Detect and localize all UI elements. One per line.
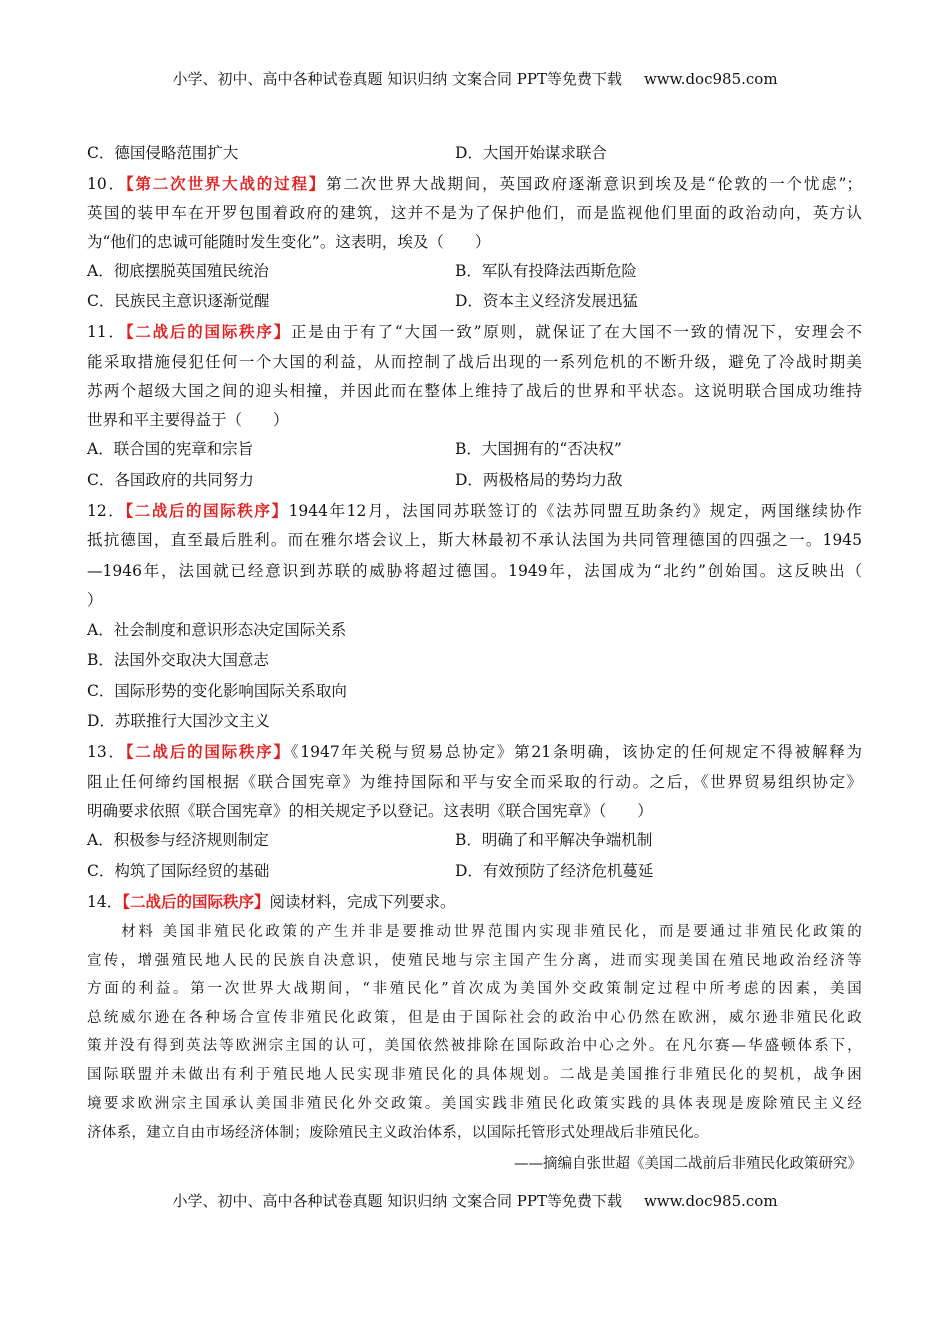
q12-stem-line: 抵抗德国，直至最后胜利。而在雅尔塔会议上，斯大林最初不承认法国为共同管理德国的四强之一。1945	[87, 531, 862, 549]
q11-stem-line: 能采取措施侵犯任何一个大国的利益，从而控制了战后出现的一系列危机的不断升级，避免了冷战时期美	[87, 353, 862, 371]
material-line: 济体系，建立自由市场经济体制；废除殖民主义政治体系，以国际托管形式处理战后非殖民化。	[87, 1125, 709, 1141]
q13-stem-line: 明确要求依照《联合国宪章》的相关规定予以登记。这表明《联合国宪章》（ ）	[87, 802, 653, 820]
q13-stem-line	[87, 742, 862, 762]
q14-text: 阅读材料，完成下列要求。	[269, 893, 456, 911]
q11-topic-tag: 【二战后的国际秩序】	[125, 322, 291, 341]
q12-number: 12．	[87, 502, 126, 520]
page-header	[0, 68, 950, 89]
material-citation: ——摘编自张世超《美国二战前后非殖民化政策研究》	[514, 1156, 862, 1172]
q12-stem-line: ）	[87, 591, 103, 609]
footer-site: www.doc985.com	[643, 1192, 778, 1210]
material-line: 方面的利益。第一次世界大战期间，“非殖民化”首次成为美国外交政策制定过程中所考虑的因素，美国	[87, 981, 862, 997]
q11-option-a: A．联合国的宪章和宗旨	[87, 440, 254, 458]
q11-number: 11．	[87, 323, 126, 341]
q13-number: 13．	[87, 743, 126, 761]
q13-option-b: B．明确了和平解决争端机制	[455, 831, 653, 849]
page-footer	[0, 1190, 950, 1211]
q13-topic-tag: 【二战后的国际秩序】	[125, 742, 291, 761]
q11-stem-line: 世界和平主要得益于（ ）	[87, 411, 289, 429]
q10-option-c: C．民族民主意识逐渐觉醒	[87, 292, 270, 310]
q12-option-a: A．社会制度和意识形态决定国际关系	[87, 621, 347, 639]
q11-stem-line	[87, 322, 862, 342]
q13-text: 《1947年关税与贸易总协定》第21条明确，该协定的任何规定不得被解释为	[290, 743, 862, 761]
q10-text: 第二次世界大战期间，英国政府逐渐意识到埃及是“伦敦的一个忧虑”；	[326, 175, 862, 193]
q11-option-d: D．两极格局的势均力敌	[455, 471, 623, 489]
q13-option-a: A．积极参与经济规则制定	[87, 831, 269, 849]
q10-topic-tag: 【第二次世界大战的过程】	[125, 174, 327, 193]
material-line: 总统威尔逊在各种场合宣传非殖民化政策，但是由于国际社会的政治中心仍然在欧洲，威尔逊非殖民化政	[87, 1010, 862, 1026]
q13-option-c: C．构筑了国际经贸的基础	[87, 862, 270, 880]
q14-topic-tag: 【二战后的国际秩序】	[122, 892, 270, 911]
q10-option-b: B．军队有投降法西斯危险	[455, 262, 637, 280]
q11-stem-line: 苏两个超级大国之间的迎头相撞，并因此而在整体上维持了战后的世界和平状态。这说明联合国成功维持	[87, 382, 862, 400]
q9-option-d: D．大国开始谋求联合	[455, 144, 607, 162]
q12-stem-line	[87, 501, 862, 521]
q9-option-c: C．德国侵略范围扩大	[87, 144, 239, 162]
q13-option-d: D．有效预防了经济危机蔓延	[455, 862, 654, 880]
q14-number: 14．	[87, 893, 123, 911]
q10-stem-line	[87, 174, 862, 194]
q12-option-c: C．国际形势的变化影响国际关系取向	[87, 682, 347, 700]
q12-text: 1944年12月，法国同苏联签订的《法苏同盟互助条约》规定，两国继续协作	[288, 502, 862, 520]
q10-stem-line: 为“他们的忠诚可能随时发生变化”。这表明，埃及（ ）	[87, 233, 491, 251]
material-line: 国际联盟并未做出有利于殖民地人民实现非殖民化的具体规划。二战是美国推行非殖民化的契机，战争困	[87, 1067, 862, 1083]
q10-option-d: D．资本主义经济发展迅猛	[455, 292, 638, 310]
q12-stem-line: —1946年，法国就已经意识到苏联的威胁将超过德国。1949年，法国成为“北约”创始国。这反映出（	[87, 562, 862, 580]
q11-option-b: B．大国拥有的“否决权”	[455, 440, 622, 458]
q12-option-d: D．苏联推行大国沙文主义	[87, 712, 270, 730]
q12-option-b: B．法国外交取决大国意志	[87, 651, 269, 669]
material-line: 策并没有得到英法等欧洲宗主国的认可，美国依然被排除在国际政治中心之外。在凡尔赛—华盛顿体系下，	[87, 1038, 862, 1054]
material-line: 材料 美国非殖民化政策的产生并非是要推动世界范围内实现非殖民化，而是要通过非殖民化政策的	[87, 924, 862, 940]
q10-stem-line: 英国的装甲车在开罗包围着政府的建筑，这并不是为了保护他们，而是监视他们里面的政治动向，英方认	[87, 204, 862, 222]
q10-option-a: A．彻底摆脱英国殖民统治	[87, 262, 269, 280]
q11-text: 正是由于有了“大国一致”原则，就保证了在大国不一致的情况下，安理会不	[290, 323, 862, 341]
q11-option-c: C．各国政府的共同努力	[87, 471, 254, 489]
material-line: 境要求欧洲宗主国承认美国非殖民化外交政策。美国实践非殖民化政策实践的具体表现是废除殖民主义经	[87, 1096, 862, 1112]
header-site: www.doc985.com	[643, 70, 778, 88]
q12-topic-tag: 【二战后的国际秩序】	[125, 501, 289, 520]
q13-stem-line: 阻止任何缔约国根据《联合国宪章》为维持国际和平与安全而采取的行动。之后，《世界贸易组织协定》	[87, 773, 862, 791]
q14-stem-line	[87, 892, 862, 912]
material-line: 宣传，增强殖民地人民的民族自决意识，使殖民地与宗主国产生分离，进而实现美国在殖民地政治经济等	[87, 953, 862, 969]
header-text: 小学、初中、高中各种试卷真题 知识归纳 文案合同 PPT等免费下载	[172, 70, 622, 88]
footer-text: 小学、初中、高中各种试卷真题 知识归纳 文案合同 PPT等免费下载	[172, 1192, 622, 1210]
q10-number: 10．	[87, 175, 126, 193]
